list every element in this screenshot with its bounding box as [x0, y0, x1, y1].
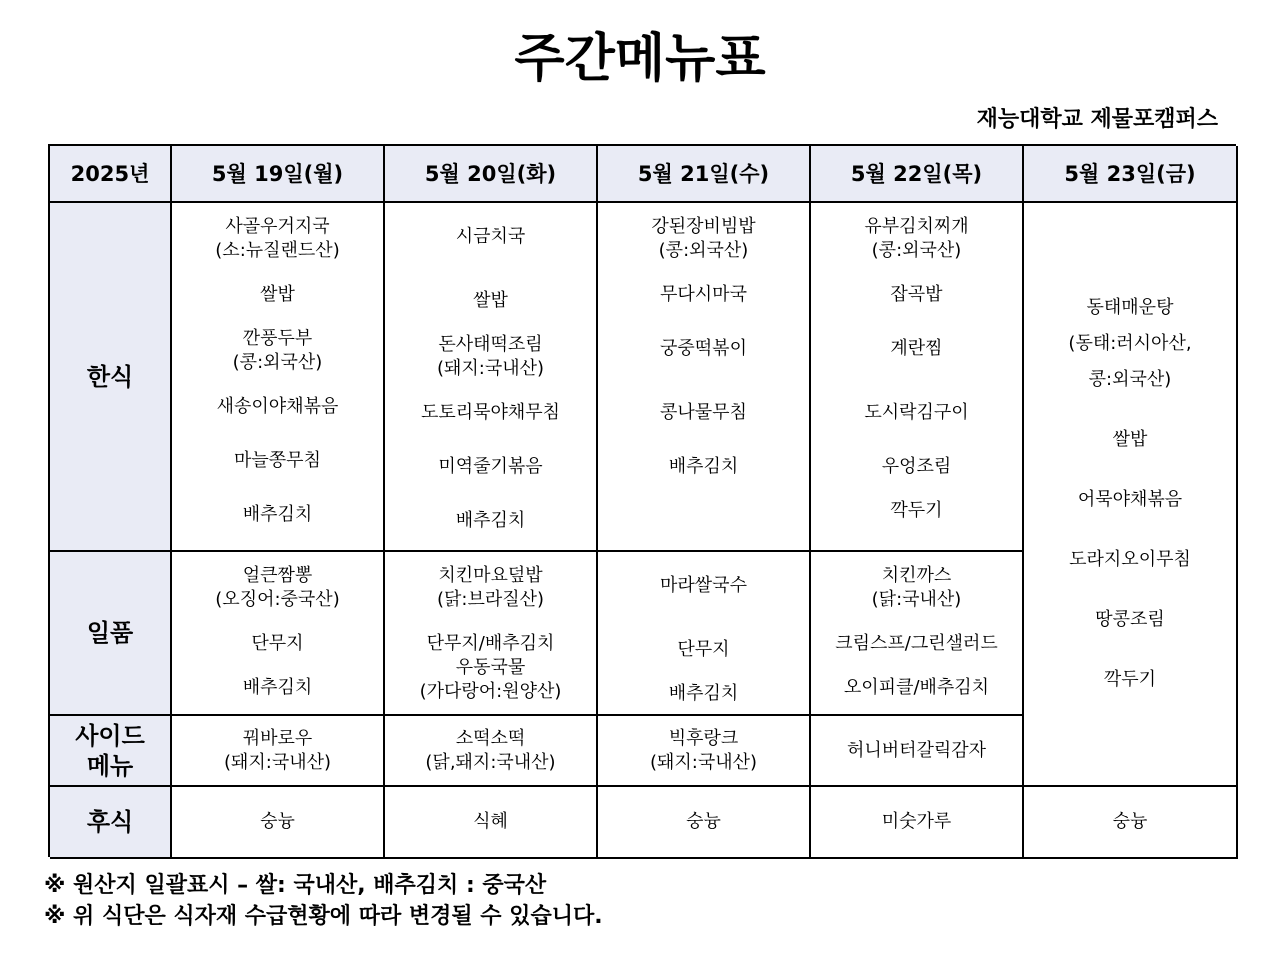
menu-item: 크림스프/그린샐러드	[835, 633, 998, 654]
menu-item-origin: (오징어:중국산)	[215, 589, 340, 610]
korean-menu-tue	[385, 203, 598, 552]
menu-item: 배추김치	[455, 510, 526, 531]
menu-item-origin: 콩:외국산)	[1088, 369, 1172, 390]
menu-item: 시금치국	[455, 226, 526, 247]
menu-item: 마늘쫑무침	[234, 450, 321, 471]
side-menu-wed	[598, 716, 811, 787]
menu-item: 빅후랑크	[668, 727, 739, 749]
menu-item: 우동국물	[455, 657, 526, 678]
korean-menu-mon	[172, 203, 385, 552]
menu-item: 오이피클/배추김치	[843, 677, 990, 698]
menu-item: 배추김치	[242, 504, 313, 525]
menu-item: 동태매운탕	[1086, 297, 1174, 318]
menu-item-origin: (돼지:국내산)	[436, 358, 545, 379]
menu-item-origin: (콩:외국산)	[232, 352, 323, 373]
weekly-menu-table	[48, 144, 1236, 857]
dessert-mon: 숭늉	[172, 787, 385, 859]
single-menu-wed	[598, 552, 811, 716]
menu-item: 땅콩조림	[1095, 609, 1165, 630]
single-menu-mon	[172, 552, 385, 716]
dessert-tue: 식혜	[385, 787, 598, 859]
menu-item: 배추김치	[668, 456, 739, 477]
day-header-fri: 5월 23일(금)	[1024, 146, 1238, 203]
row-label-korean: 한식	[50, 203, 172, 552]
menu-item: 깍두기	[1103, 669, 1157, 690]
menu-item: 쌀밥	[473, 290, 508, 311]
menu-item-origin: (돼지:국내산)	[649, 751, 758, 773]
menu-item-origin: (닭,돼지:국내산)	[425, 751, 556, 773]
menu-item: 깍두기	[890, 500, 943, 521]
menu-item: 허니버터갈릭감자	[846, 739, 987, 761]
menu-item: 어묵야채볶음	[1077, 489, 1183, 510]
side-menu-tue	[385, 716, 598, 787]
menu-item-origin: (닭:브라질산)	[436, 589, 545, 610]
page-title: 주간메뉴표	[514, 29, 766, 89]
dessert-fri: 숭늉	[1024, 787, 1238, 859]
menu-item: 쌀밥	[1112, 429, 1148, 450]
row-label-dessert: 후식	[50, 787, 172, 859]
row-label-side-line1: 사이드	[75, 721, 145, 750]
side-menu-thu	[811, 716, 1024, 787]
menu-item: 콩나물무침	[660, 402, 747, 423]
korean-menu-wed	[598, 203, 811, 552]
row-label-side	[50, 716, 172, 787]
menu-item: 단무지/배추김치	[426, 633, 555, 654]
menu-item-origin: (콩:외국산)	[658, 240, 749, 261]
day-header-mon: 5월 19일(월)	[172, 146, 385, 203]
row-label-side-line2: 메뉴	[86, 751, 134, 780]
day-header-wed: 5월 21일(수)	[598, 146, 811, 203]
menu-item: 잡곡밥	[890, 284, 943, 305]
menu-item: 유부김치찌개	[864, 216, 969, 237]
friday-menu	[1024, 203, 1238, 787]
year-header: 2025년	[50, 146, 172, 203]
menu-item: 소떡소떡	[455, 727, 526, 749]
menu-item: 배추김치	[242, 677, 313, 698]
menu-item: 쌀밥	[260, 284, 295, 305]
menu-item: 꿔바로우	[242, 727, 313, 749]
footnotes	[44, 870, 1244, 932]
day-header-tue: 5월 20일(화)	[385, 146, 598, 203]
menu-item-origin: (소:뉴질랜드산)	[215, 240, 340, 261]
menu-item: 새송이야채볶음	[216, 396, 339, 417]
menu-item: 궁중떡볶이	[660, 338, 747, 359]
menu-item: 강된장비빔밥	[651, 216, 756, 237]
menu-item: 얼큰짬뽕	[242, 565, 313, 586]
dessert-wed: 숭늉	[598, 787, 811, 859]
footnote-origin: ※ 원산지 일괄표시 – 쌀: 국내산, 배추김치 : 중국산	[44, 873, 547, 898]
menu-item: 단무지	[251, 633, 304, 654]
menu-item: 깐풍두부	[242, 328, 313, 349]
menu-item: 배추김치	[668, 683, 739, 704]
menu-item-origin: (동태:러시아산,	[1068, 333, 1192, 354]
menu-item-origin: (가다랑어:원양산)	[419, 681, 562, 702]
menu-item: 단무지	[677, 639, 730, 660]
menu-item: 돈사태떡조림	[438, 334, 543, 355]
menu-item: 도라지오이무침	[1069, 549, 1191, 570]
day-header-thu: 5월 22일(목)	[811, 146, 1024, 203]
menu-item-origin: (닭:국내산)	[871, 589, 962, 610]
side-menu-mon	[172, 716, 385, 787]
menu-item: 미역줄기볶음	[438, 456, 543, 477]
organization-name: 재능대학교 제물포캠퍼스	[976, 107, 1218, 132]
single-menu-tue	[385, 552, 598, 716]
menu-item: 계란찜	[890, 338, 943, 359]
menu-item: 치킨마요덮밥	[438, 565, 543, 586]
menu-item: 도시락김구이	[864, 402, 969, 423]
menu-item-origin: (콩:외국산)	[871, 240, 962, 261]
row-label-single: 일품	[50, 552, 172, 716]
korean-menu-thu	[811, 203, 1024, 552]
menu-item: 우엉조림	[881, 456, 952, 477]
menu-item: 사골우거지국	[225, 216, 330, 237]
menu-item: 무다시마국	[660, 284, 747, 305]
menu-item: 치킨까스	[881, 565, 952, 586]
menu-item-origin: (돼지:국내산)	[223, 751, 332, 773]
menu-item: 도토리묵야채무침	[420, 402, 561, 423]
dessert-thu: 미숫가루	[811, 787, 1024, 859]
footnote-change-notice: ※ 위 식단은 식자재 수급현황에 따라 변경될 수 있습니다.	[44, 904, 603, 929]
menu-item: 마라쌀국수	[660, 575, 747, 596]
single-menu-thu	[811, 552, 1024, 716]
